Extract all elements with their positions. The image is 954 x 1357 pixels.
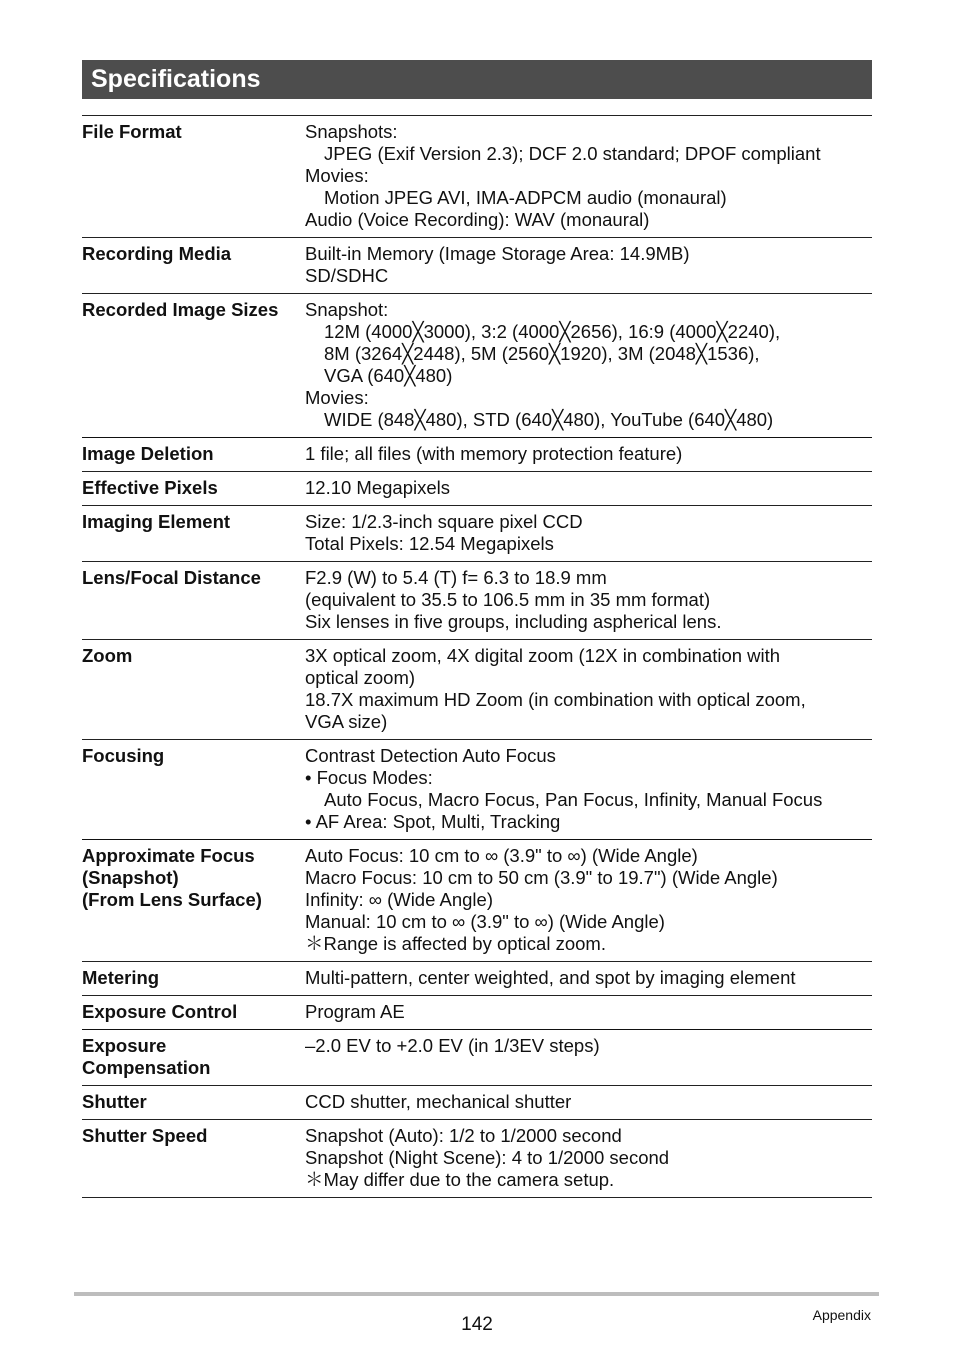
spec-value [305,511,872,555]
spec-row [82,238,872,294]
spec-label [82,477,305,499]
spec-label [82,645,305,733]
spec-value-line: Snapshot (Auto): 1/2 to 1/2000 second [305,1125,622,1146]
spec-value-line: 1 file; all files (with memory protection feature) [305,443,683,464]
spec-label [82,745,305,833]
spec-value-line: ＊May differ due to the camera setup. [305,1169,615,1190]
spec-label-line: Shutter Speed [82,1125,208,1146]
spec-value-line: 12.10 Megapixels [305,477,451,498]
spec-label-line: (From Lens Surface) [82,889,262,910]
spec-value-line: VGA (640╳480) [324,365,453,386]
spec-value-line: 18.7X maximum HD Zoom (in combination with optical zoom, [305,689,806,710]
spec-row [82,562,872,640]
spec-label [82,443,305,465]
spec-label-line: Lens/Focal Distance [82,567,261,588]
spec-value-line: Size: 1/2.3-inch square pixel CCD [305,511,583,532]
spec-label-line: Recorded Image Sizes [82,299,279,320]
spec-value-line: Multi-pattern, center weighted, and spot by imaging element [305,967,796,988]
spec-row [82,740,872,840]
spec-label-line: Zoom [82,645,133,666]
spec-value [305,299,872,431]
spec-label-line: Recording Media [82,243,232,264]
spec-value-line: 3X optical zoom, 4X digital zoom (12X in combination with [305,645,781,666]
spec-label-line: File Format [82,121,182,142]
spec-value-line: Audio (Voice Recording): WAV (monaural) [305,209,650,230]
spec-value-line: Movies: [305,387,369,408]
spec-row [82,840,872,962]
page-title: Specifications [91,65,261,93]
spec-value-line: WIDE (848╳480), STD (640╳480), YouTube (640╳480) [324,409,774,430]
spec-value-line: 8M (3264╳2448), 5M (2560╳1920), 3M (2048╳1536), [324,343,760,364]
spec-value [305,443,872,465]
spec-value [305,1035,872,1079]
spec-row [82,962,872,996]
spec-value-line: Motion JPEG AVI, IMA-ADPCM audio (monaural) [324,187,727,208]
spec-value [305,121,872,231]
spec-value-line: Built-in Memory (Image Storage Area: 14.9MB) [305,243,690,264]
spec-value-line: SD/SDHC [305,265,389,286]
spec-row [82,472,872,506]
spec-label [82,967,305,989]
spec-label-line: Focusing [82,745,165,766]
spec-value-line: • AF Area: Spot, Multi, Tracking [305,811,561,832]
spec-label-line: Image Deletion [82,443,214,464]
spec-label-line: Effective Pixels [82,477,218,498]
footer-divider [74,1292,879,1296]
spec-row [82,116,872,238]
spec-label-line: Imaging Element [82,511,231,532]
spec-value-line: Auto Focus: 10 cm to ∞ (3.9" to ∞) (Wide Angle) [305,845,698,866]
spec-value-line: Auto Focus, Macro Focus, Pan Focus, Infinity, Manual Focus [324,789,823,810]
spec-label [82,1125,305,1191]
footer-section-label: Appendix [812,1307,871,1323]
spec-value-line: (equivalent to 35.5 to 106.5 mm in 35 mm format) [305,589,711,610]
spec-label-line: Exposure [82,1035,167,1056]
spec-label [82,845,305,955]
spec-row [82,640,872,740]
spec-value-line: Macro Focus: 10 cm to 50 cm (3.9" to 19.7") (Wide Angle) [305,867,778,888]
spec-label [82,511,305,555]
spec-value-line: –2.0 EV to +2.0 EV (in 1/3EV steps) [305,1035,600,1056]
spec-label-line: Shutter [82,1091,147,1112]
spec-value [305,1091,872,1113]
spec-row [82,1120,872,1198]
spec-value [305,243,872,287]
spec-label [82,1001,305,1023]
spec-label [82,243,305,287]
spec-value-line: Contrast Detection Auto Focus [305,745,556,766]
spec-value [305,567,872,633]
spec-value-line: Program AE [305,1001,405,1022]
spec-value-line: Snapshots: [305,121,398,142]
spec-row [82,1086,872,1120]
spec-row [82,438,872,472]
spec-value-line: Snapshot (Night Scene): 4 to 1/2000 second [305,1147,670,1168]
spec-value-line: JPEG (Exif Version 2.3); DCF 2.0 standard; DPOF compliant [324,143,821,164]
spec-row [82,294,872,438]
spec-value-line: Total Pixels: 12.54 Megapixels [305,533,554,554]
spec-value [305,477,872,499]
specifications-table [82,115,872,1198]
spec-label [82,1035,305,1079]
page-number: 142 [461,1314,493,1335]
spec-row [82,996,872,1030]
spec-value [305,745,872,833]
spec-value-line: Six lenses in five groups, including aspherical lens. [305,611,722,632]
spec-label-line: Compensation [82,1057,211,1078]
spec-value [305,967,872,989]
spec-value [305,1001,872,1023]
spec-value-line: 12M (4000╳3000), 3:2 (4000╳2656), 16:9 (4000╳2240), [324,321,781,342]
spec-row [82,1030,872,1086]
spec-label [82,567,305,633]
spec-value [305,845,872,955]
spec-row [82,506,872,562]
spec-label [82,1091,305,1113]
spec-value-line: ＊Range is affected by optical zoom. [305,933,606,954]
spec-value-line: Snapshot: [305,299,389,320]
spec-value-line: CCD shutter, mechanical shutter [305,1091,572,1112]
spec-value-line: Infinity: ∞ (Wide Angle) [305,889,493,910]
spec-value-line: Manual: 10 cm to ∞ (3.9" to ∞) (Wide Angle) [305,911,665,932]
spec-value-line: VGA size) [305,711,388,732]
spec-label-line: Approximate Focus [82,845,255,866]
spec-label [82,121,305,231]
spec-label-line: Metering [82,967,160,988]
spec-value [305,1125,872,1191]
spec-value-line: F2.9 (W) to 5.4 (T) f= 6.3 to 18.9 mm [305,567,607,588]
spec-value-line: optical zoom) [305,667,416,688]
spec-value-line: Movies: [305,165,369,186]
spec-value [305,645,872,733]
spec-label-line: Exposure Control [82,1001,238,1022]
spec-label-line: (Snapshot) [82,867,179,888]
spec-value-line: • Focus Modes: [305,767,433,788]
section-header-bar [82,60,872,99]
spec-label [82,299,305,431]
